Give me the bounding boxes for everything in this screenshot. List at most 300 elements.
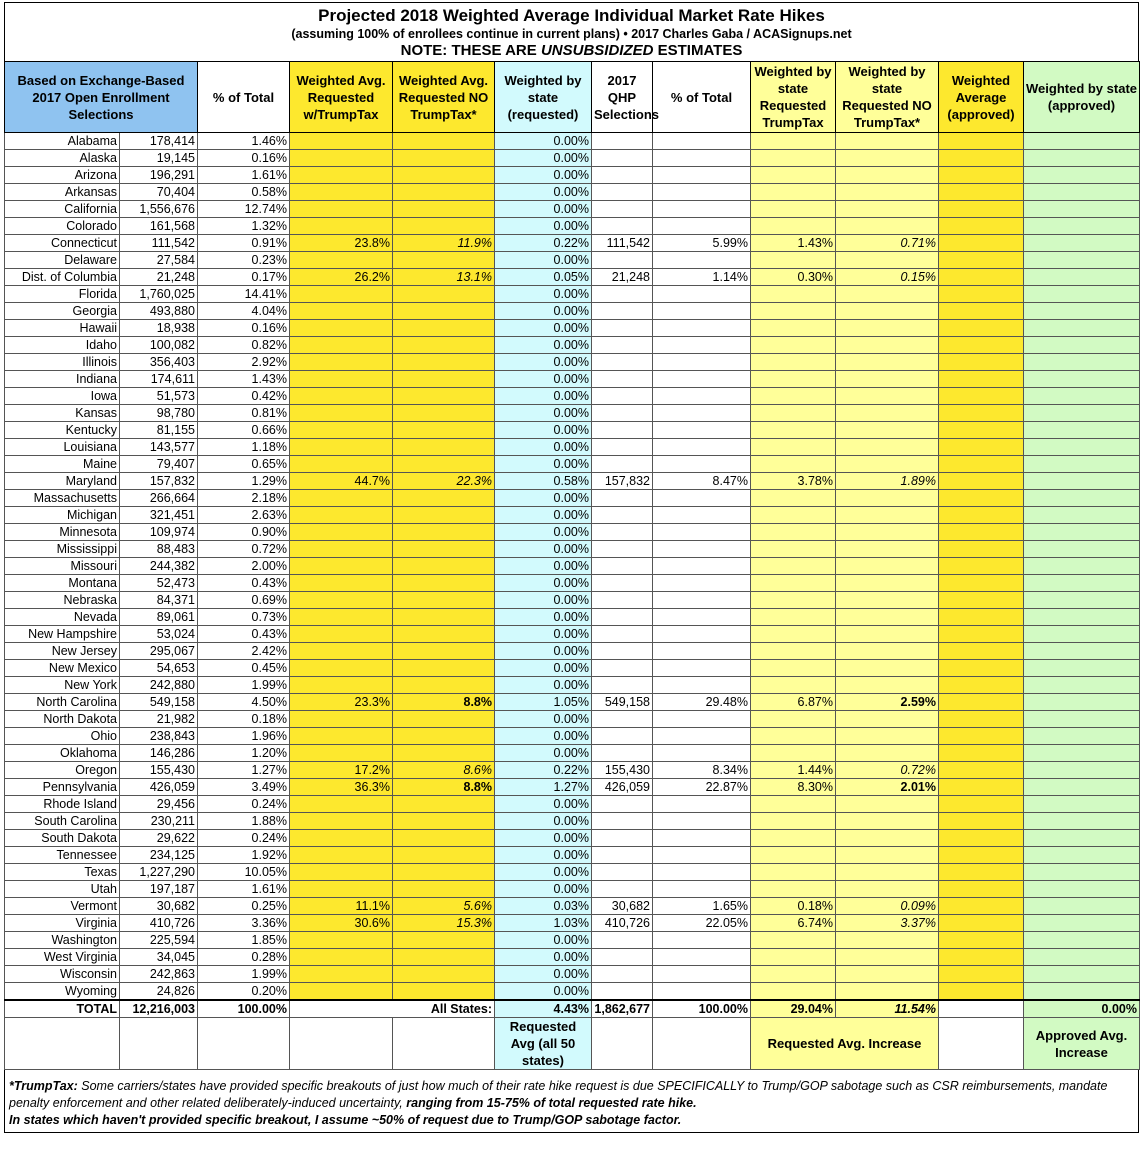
weighted-notrump xyxy=(836,354,939,371)
pct-total: 0.24% xyxy=(198,796,290,813)
weighted-notrump xyxy=(836,439,939,456)
weighted-trump xyxy=(751,286,836,303)
table-row xyxy=(5,830,1140,847)
weighted-trump xyxy=(751,524,836,541)
weighted-trump xyxy=(751,184,836,201)
state-name: Nevada xyxy=(5,609,120,626)
pct-total: 1.27% xyxy=(198,762,290,779)
weighted-notrump xyxy=(836,524,939,541)
weighted-trump xyxy=(751,150,836,167)
weighted-approved xyxy=(939,847,1024,864)
weighted-state-approved xyxy=(1024,388,1140,405)
pct-total: 0.16% xyxy=(198,320,290,337)
req-trump: 44.7% xyxy=(290,473,393,490)
qhp-selections xyxy=(592,949,653,966)
weighted-notrump xyxy=(836,796,939,813)
weighted-state-approved xyxy=(1024,813,1140,830)
weighted-approved xyxy=(939,371,1024,388)
weighted-state-approved xyxy=(1024,405,1140,422)
weighted-state-req: 1.03% xyxy=(495,915,592,932)
state-name: Dist. of Columbia xyxy=(5,269,120,286)
pct-total-2 xyxy=(653,541,751,558)
weighted-state-approved xyxy=(1024,337,1140,354)
weighted-notrump xyxy=(836,388,939,405)
pct-total: 1.61% xyxy=(198,881,290,898)
weighted-notrump xyxy=(836,150,939,167)
weighted-trump xyxy=(751,337,836,354)
weighted-notrump xyxy=(836,966,939,983)
pct-total-2 xyxy=(653,864,751,881)
req-notrump xyxy=(393,133,495,150)
pct-total-2: 1.65% xyxy=(653,898,751,915)
weighted-state-req: 0.00% xyxy=(495,541,592,558)
table-row xyxy=(5,524,1140,541)
weighted-state-req: 0.00% xyxy=(495,932,592,949)
pct-total-2 xyxy=(653,830,751,847)
state-name: New York xyxy=(5,677,120,694)
weighted-notrump xyxy=(836,881,939,898)
weighted-state-req: 0.00% xyxy=(495,558,592,575)
req-trump xyxy=(290,609,393,626)
pct-total: 0.24% xyxy=(198,830,290,847)
weighted-trump xyxy=(751,490,836,507)
header-weighted-approved: Weighted Average (approved) xyxy=(939,62,1024,133)
weighted-state-approved xyxy=(1024,949,1140,966)
qhp-selections xyxy=(592,660,653,677)
state-name: Minnesota xyxy=(5,524,120,541)
pct-total-2 xyxy=(653,966,751,983)
state-name: Delaware xyxy=(5,252,120,269)
state-name: Kentucky xyxy=(5,422,120,439)
req-notrump xyxy=(393,541,495,558)
table-row xyxy=(5,422,1140,439)
req-trump xyxy=(290,830,393,847)
weighted-state-req: 0.00% xyxy=(495,388,592,405)
qhp-selections xyxy=(592,371,653,388)
weighted-notrump xyxy=(836,541,939,558)
weighted-approved xyxy=(939,507,1024,524)
pct-total-2 xyxy=(653,949,751,966)
footer-empty xyxy=(653,1018,751,1070)
table-row xyxy=(5,796,1140,813)
weighted-trump xyxy=(751,252,836,269)
req-trump xyxy=(290,745,393,762)
header-pct: % of Total xyxy=(198,62,290,133)
weighted-notrump xyxy=(836,660,939,677)
req-trump xyxy=(290,354,393,371)
table-row xyxy=(5,728,1140,745)
weighted-state-req: 0.03% xyxy=(495,898,592,915)
state-name: Iowa xyxy=(5,388,120,405)
req-trump xyxy=(290,201,393,218)
weighted-state-req: 0.00% xyxy=(495,422,592,439)
pct-total-2: 22.87% xyxy=(653,779,751,796)
pct-total: 0.73% xyxy=(198,609,290,626)
weighted-approved xyxy=(939,337,1024,354)
weighted-approved xyxy=(939,626,1024,643)
pct-total-2 xyxy=(653,252,751,269)
enrollment: 24,826 xyxy=(120,983,198,1001)
pct-total-2: 22.05% xyxy=(653,915,751,932)
weighted-trump xyxy=(751,371,836,388)
weighted-notrump xyxy=(836,575,939,592)
req-trump: 17.2% xyxy=(290,762,393,779)
req-trump: 26.2% xyxy=(290,269,393,286)
pct-total: 0.91% xyxy=(198,235,290,252)
weighted-state-req: 0.00% xyxy=(495,320,592,337)
weighted-state-req: 1.27% xyxy=(495,779,592,796)
enrollment: 19,145 xyxy=(120,150,198,167)
table-row xyxy=(5,643,1140,660)
qhp-selections xyxy=(592,609,653,626)
weighted-state-req: 0.00% xyxy=(495,507,592,524)
weighted-state-approved xyxy=(1024,473,1140,490)
weighted-notrump: 0.71% xyxy=(836,235,939,252)
qhp-selections xyxy=(592,354,653,371)
weighted-approved xyxy=(939,422,1024,439)
weighted-approved xyxy=(939,932,1024,949)
weighted-notrump: 0.15% xyxy=(836,269,939,286)
weighted-approved xyxy=(939,881,1024,898)
req-notrump xyxy=(393,711,495,728)
pct-total-2 xyxy=(653,167,751,184)
weighted-approved xyxy=(939,235,1024,252)
qhp-selections: 549,158 xyxy=(592,694,653,711)
weighted-notrump xyxy=(836,218,939,235)
approved-increase-label: Approved Avg. Increase xyxy=(1024,1018,1140,1070)
state-name: Oregon xyxy=(5,762,120,779)
req-trump xyxy=(290,626,393,643)
footer-empty xyxy=(592,1018,653,1070)
table-row xyxy=(5,371,1140,388)
table-row xyxy=(5,150,1140,167)
enrollment: 109,974 xyxy=(120,524,198,541)
pct-total: 0.82% xyxy=(198,337,290,354)
pct-total: 14.41% xyxy=(198,286,290,303)
weighted-approved xyxy=(939,643,1024,660)
qhp-selections xyxy=(592,422,653,439)
weighted-approved xyxy=(939,660,1024,677)
req-trump xyxy=(290,983,393,1001)
footer-label-row xyxy=(5,1018,1140,1070)
pct-total: 1.92% xyxy=(198,847,290,864)
weighted-trump xyxy=(751,966,836,983)
state-name: Nebraska xyxy=(5,592,120,609)
footnote-line-1 xyxy=(9,1078,1134,1112)
weighted-state-req: 0.00% xyxy=(495,252,592,269)
header-qhp: 2017 QHP Selections xyxy=(592,62,653,133)
weighted-notrump xyxy=(836,847,939,864)
pct-total-2 xyxy=(653,286,751,303)
weighted-trump xyxy=(751,507,836,524)
footnote-text: Some carriers/states have provided specific breakouts of just how much of their rate hike request is due SPECIFICALLY to Trump/GOP sabotage such as CSR reimbursements, mandate penalty enforcement and other related deliberately-induced uncertainty, xyxy=(9,1079,1108,1110)
state-name: New Jersey xyxy=(5,643,120,660)
pct-total-2 xyxy=(653,728,751,745)
req-notrump xyxy=(393,456,495,473)
weighted-trump: 1.44% xyxy=(751,762,836,779)
weighted-trump: 1.43% xyxy=(751,235,836,252)
state-name: Alabama xyxy=(5,133,120,150)
qhp-selections xyxy=(592,677,653,694)
table-row xyxy=(5,439,1140,456)
enrollment: 549,158 xyxy=(120,694,198,711)
enrollment: 242,880 xyxy=(120,677,198,694)
weighted-state-req: 0.22% xyxy=(495,762,592,779)
enrollment: 81,155 xyxy=(120,422,198,439)
weighted-state-req: 0.00% xyxy=(495,864,592,881)
state-name: Virginia xyxy=(5,915,120,932)
weighted-state-approved xyxy=(1024,796,1140,813)
enrollment: 230,211 xyxy=(120,813,198,830)
pct-total-2 xyxy=(653,490,751,507)
req-trump xyxy=(290,949,393,966)
footer-empty xyxy=(120,1018,198,1070)
req-trump xyxy=(290,388,393,405)
req-trump: 30.6% xyxy=(290,915,393,932)
weighted-state-approved xyxy=(1024,507,1140,524)
enrollment: 244,382 xyxy=(120,558,198,575)
table-row xyxy=(5,337,1140,354)
req-notrump xyxy=(393,201,495,218)
enrollment: 356,403 xyxy=(120,354,198,371)
state-name: Mississippi xyxy=(5,541,120,558)
req-notrump xyxy=(393,592,495,609)
weighted-state-req: 0.00% xyxy=(495,575,592,592)
req-notrump xyxy=(393,796,495,813)
qhp-selections xyxy=(592,711,653,728)
page-title: Projected 2018 Weighted Average Individual Market Rate Hikes xyxy=(318,6,825,25)
weighted-state-approved xyxy=(1024,541,1140,558)
req-trump xyxy=(290,558,393,575)
weighted-notrump xyxy=(836,609,939,626)
weighted-trump: 3.78% xyxy=(751,473,836,490)
all-states-label: All States: xyxy=(290,1000,495,1018)
req-trump xyxy=(290,371,393,388)
header-weighted-state-req: Weighted by state (requested) xyxy=(495,62,592,133)
qhp-selections xyxy=(592,201,653,218)
qhp-selections xyxy=(592,643,653,660)
req-notrump xyxy=(393,660,495,677)
req-trump xyxy=(290,439,393,456)
weighted-trump xyxy=(751,677,836,694)
state-name: Arizona xyxy=(5,167,120,184)
req-trump xyxy=(290,677,393,694)
req-notrump xyxy=(393,320,495,337)
weighted-approved xyxy=(939,473,1024,490)
enrollment: 174,611 xyxy=(120,371,198,388)
req-trump xyxy=(290,575,393,592)
pct-total: 0.20% xyxy=(198,983,290,1001)
weighted-notrump xyxy=(836,949,939,966)
footnote-range: ranging from 15-75% of total requested rate hike. xyxy=(406,1096,697,1110)
enrollment: 52,473 xyxy=(120,575,198,592)
weighted-trump xyxy=(751,711,836,728)
pct-total-2 xyxy=(653,677,751,694)
enrollment: 155,430 xyxy=(120,762,198,779)
weighted-state-req: 0.00% xyxy=(495,711,592,728)
pct-total: 1.96% xyxy=(198,728,290,745)
weighted-approved xyxy=(939,966,1024,983)
table-row xyxy=(5,133,1140,150)
weighted-state-approved xyxy=(1024,779,1140,796)
weighted-state-approved xyxy=(1024,626,1140,643)
weighted-notrump xyxy=(836,626,939,643)
pct-total-2 xyxy=(653,150,751,167)
state-name: Florida xyxy=(5,286,120,303)
weighted-state-req: 0.00% xyxy=(495,456,592,473)
weighted-trump xyxy=(751,388,836,405)
weighted-trump xyxy=(751,813,836,830)
pct-total-2 xyxy=(653,813,751,830)
qhp-selections xyxy=(592,184,653,201)
qhp-selections xyxy=(592,456,653,473)
req-notrump xyxy=(393,932,495,949)
qhp-selections xyxy=(592,490,653,507)
weighted-state-approved xyxy=(1024,303,1140,320)
req-trump xyxy=(290,643,393,660)
state-name: North Carolina xyxy=(5,694,120,711)
weighted-state-approved xyxy=(1024,201,1140,218)
weighted-approved xyxy=(939,677,1024,694)
weighted-notrump xyxy=(836,932,939,949)
pct-total: 3.36% xyxy=(198,915,290,932)
note-suffix: ESTIMATES xyxy=(653,42,743,59)
enrollment: 54,653 xyxy=(120,660,198,677)
table-row xyxy=(5,813,1140,830)
pct-total: 2.00% xyxy=(198,558,290,575)
weighted-trump xyxy=(751,575,836,592)
weighted-approved xyxy=(939,813,1024,830)
total-pct2: 100.00% xyxy=(653,1000,751,1018)
weighted-state-approved xyxy=(1024,575,1140,592)
qhp-selections xyxy=(592,796,653,813)
pct-total: 0.23% xyxy=(198,252,290,269)
req-notrump xyxy=(393,286,495,303)
enrollment: 426,059 xyxy=(120,779,198,796)
pct-total: 0.17% xyxy=(198,269,290,286)
table-row xyxy=(5,541,1140,558)
weighted-notrump xyxy=(836,830,939,847)
state-name: Vermont xyxy=(5,898,120,915)
req-notrump xyxy=(393,422,495,439)
footnote-line-2: In states which haven't provided specific breakout, I assume ~50% of request due to Trump/GOP sabotage factor. xyxy=(9,1113,682,1127)
weighted-trump xyxy=(751,201,836,218)
weighted-approved xyxy=(939,439,1024,456)
pct-total: 0.43% xyxy=(198,575,290,592)
state-name: Louisiana xyxy=(5,439,120,456)
pct-total-2 xyxy=(653,643,751,660)
req-trump: 11.1% xyxy=(290,898,393,915)
weighted-state-req: 0.00% xyxy=(495,218,592,235)
req-notrump: 15.3% xyxy=(393,915,495,932)
weighted-state-req: 0.00% xyxy=(495,439,592,456)
qhp-selections: 155,430 xyxy=(592,762,653,779)
qhp-selections xyxy=(592,507,653,524)
weighted-trump xyxy=(751,592,836,609)
req-trump xyxy=(290,184,393,201)
weighted-state-req: 0.00% xyxy=(495,405,592,422)
qhp-selections: 21,248 xyxy=(592,269,653,286)
req-notrump xyxy=(393,558,495,575)
footnote xyxy=(4,1070,1139,1133)
enrollment: 143,577 xyxy=(120,439,198,456)
weighted-state-req: 0.00% xyxy=(495,881,592,898)
weighted-state-req: 0.00% xyxy=(495,830,592,847)
enrollment: 30,682 xyxy=(120,898,198,915)
weighted-state-req: 1.05% xyxy=(495,694,592,711)
weighted-trump: 6.74% xyxy=(751,915,836,932)
table-row xyxy=(5,745,1140,762)
spreadsheet xyxy=(4,2,1139,1133)
weighted-state-req: 0.00% xyxy=(495,371,592,388)
qhp-selections: 111,542 xyxy=(592,235,653,252)
weighted-trump xyxy=(751,643,836,660)
table-row xyxy=(5,966,1140,983)
weighted-state-req: 0.00% xyxy=(495,286,592,303)
req-trump xyxy=(290,864,393,881)
table-row xyxy=(5,626,1140,643)
table-row xyxy=(5,320,1140,337)
qhp-selections xyxy=(592,881,653,898)
weighted-state-approved xyxy=(1024,847,1140,864)
requested-avg-label: Requested Avg (all 50 states) xyxy=(495,1018,592,1070)
pct-total: 3.49% xyxy=(198,779,290,796)
req-trump: 23.8% xyxy=(290,235,393,252)
table-row xyxy=(5,592,1140,609)
weighted-approved xyxy=(939,184,1024,201)
weighted-state-approved xyxy=(1024,677,1140,694)
weighted-state-req: 0.00% xyxy=(495,847,592,864)
weighted-state-approved xyxy=(1024,422,1140,439)
req-trump xyxy=(290,456,393,473)
pct-total: 0.58% xyxy=(198,184,290,201)
weighted-approved xyxy=(939,711,1024,728)
req-notrump xyxy=(393,405,495,422)
qhp-selections xyxy=(592,728,653,745)
state-name: Pennsylvania xyxy=(5,779,120,796)
weighted-state-req: 0.00% xyxy=(495,592,592,609)
weighted-approved xyxy=(939,762,1024,779)
weighted-notrump xyxy=(836,320,939,337)
qhp-selections xyxy=(592,558,653,575)
total-label: TOTAL xyxy=(5,1000,120,1018)
enrollment: 493,880 xyxy=(120,303,198,320)
weighted-approved xyxy=(939,286,1024,303)
weighted-trump xyxy=(751,660,836,677)
weighted-approved xyxy=(939,456,1024,473)
weighted-state-req: 0.00% xyxy=(495,167,592,184)
weighted-state-approved xyxy=(1024,490,1140,507)
weighted-trump xyxy=(751,405,836,422)
pct-total: 0.25% xyxy=(198,898,290,915)
pct-total-2: 1.14% xyxy=(653,269,751,286)
header-row xyxy=(5,62,1140,133)
qhp-selections xyxy=(592,133,653,150)
header-weighted-state-approved: Weighted by state (approved) xyxy=(1024,62,1140,133)
enrollment: 1,760,025 xyxy=(120,286,198,303)
req-trump xyxy=(290,524,393,541)
req-notrump xyxy=(393,167,495,184)
weighted-approved xyxy=(939,728,1024,745)
weighted-trump xyxy=(751,167,836,184)
weighted-state-approved xyxy=(1024,167,1140,184)
req-notrump xyxy=(393,218,495,235)
state-name: Georgia xyxy=(5,303,120,320)
state-name: Kansas xyxy=(5,405,120,422)
pct-total: 0.65% xyxy=(198,456,290,473)
weighted-trump xyxy=(751,830,836,847)
weighted-state-approved xyxy=(1024,711,1140,728)
